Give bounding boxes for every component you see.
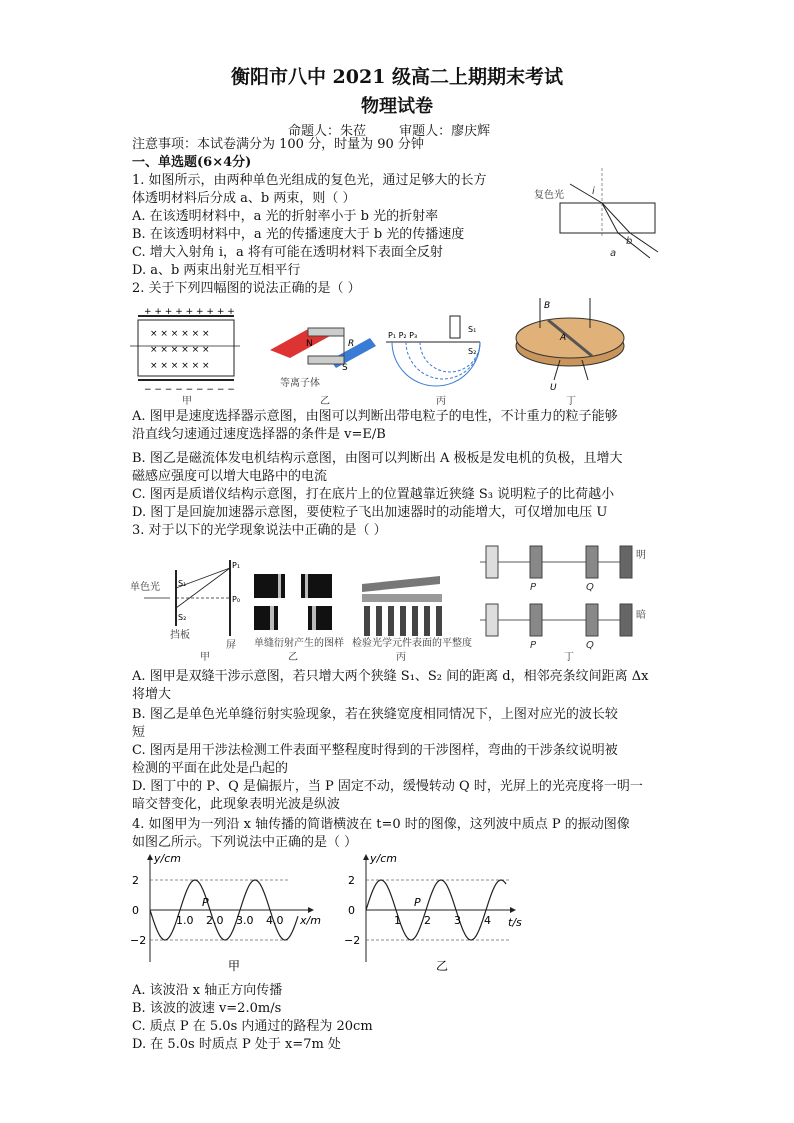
q4-ytick-0-jia: 0 bbox=[132, 904, 139, 917]
q4-xtick-4-jia: 4.0 bbox=[266, 914, 284, 927]
q2-cap-ding: 丁 bbox=[566, 396, 576, 406]
exam-title: 衡阳市八中 2021 级高二上期期末考试 bbox=[230, 66, 564, 88]
q1-fig-a: a bbox=[610, 248, 617, 259]
q1-fig-i: i bbox=[592, 186, 595, 197]
q1-option-c: C. 增大入射角 i，a 将有可能在透明材料下表面全反射 bbox=[132, 245, 443, 260]
q4-graphs bbox=[130, 852, 530, 974]
q4-cap-jia: 甲 bbox=[228, 959, 241, 973]
mass-spectrometer-figure bbox=[386, 316, 480, 386]
q3-mono-light: 单色光 bbox=[130, 582, 160, 593]
q4-stem-2: 如图乙所示。下列说法中正确的是（ ） bbox=[132, 835, 358, 850]
q3-bright: 明 bbox=[636, 550, 646, 561]
q3-option-a-2: 将增大 bbox=[132, 687, 172, 702]
svg-text:S₂: S₂ bbox=[468, 347, 477, 356]
cyclotron-figure bbox=[516, 298, 624, 393]
svg-text:× × × × × ×: × × × × × × bbox=[150, 329, 210, 339]
q3-option-b-2: 短 bbox=[132, 725, 146, 740]
q1-fig-label: 复色光 bbox=[534, 190, 564, 201]
q4-xlabel-jia: x/m bbox=[300, 914, 321, 927]
q3-cap-yi: 乙 bbox=[288, 652, 298, 663]
q4-xtick-1-jia: 1.0 bbox=[176, 914, 194, 927]
svg-text:P₀: P₀ bbox=[232, 595, 241, 604]
section-heading: 一、单选题(6×4分) bbox=[132, 155, 252, 170]
q3-cap-jia: 甲 bbox=[200, 652, 210, 663]
q2-stem: 2. 关于下列四幅图的说法正确的是（ ） bbox=[132, 281, 361, 296]
q3-option-b-1: B. 图乙是单色光单缝衍射实验现象，若在狭缝宽度相同情况下，上图对应光的波长较 bbox=[132, 707, 618, 722]
q3-cap-ding: 丁 bbox=[564, 652, 574, 663]
q2-cap-bing: 丙 bbox=[436, 396, 446, 406]
q1-option-a: A. 在该透明材料中，a 光的折射率小于 b 光的折射率 bbox=[132, 209, 439, 224]
svg-text:P₁ P₂ P₃: P₁ P₂ P₃ bbox=[388, 331, 418, 340]
vibration-graph-yi bbox=[344, 852, 522, 973]
svg-text:A: A bbox=[560, 333, 567, 343]
q2-option-b-2: 磁感应强度可以增大电路中的电流 bbox=[132, 469, 328, 484]
q4-ytick-2-jia: 2 bbox=[132, 874, 139, 887]
svg-text:× × × × × ×: × × × × × × bbox=[150, 345, 210, 355]
mhd-generator-figure bbox=[270, 328, 376, 373]
q3-p-top: P bbox=[530, 582, 537, 593]
q3-option-d-1: D. 图丁中的 P、Q 是偏振片，当 P 固定不动，缓慢转动 Q 时，光屏上的光亮度将一明一 bbox=[132, 779, 643, 794]
q4-cap-yi: 乙 bbox=[436, 959, 449, 973]
q4-xtick-1-yi: 1 bbox=[394, 914, 401, 927]
q4-xtick-3-jia: 3.0 bbox=[236, 914, 254, 927]
svg-text:S: S bbox=[342, 363, 348, 373]
single-slit-patterns bbox=[254, 574, 332, 630]
svg-text:N: N bbox=[306, 339, 313, 349]
q4-point-yi: P bbox=[414, 896, 421, 909]
q4-stem-1: 4. 如图甲为一列沿 x 轴传播的简谐横波在 t=0 时的图像，这列波中质点 P 的振动图像 bbox=[132, 817, 630, 832]
q4-xtick-2-jia: 2.0 bbox=[206, 914, 224, 927]
q3-q-top: Q bbox=[586, 582, 594, 593]
q3-option-a-1: A. 图甲是双缝干涉示意图，若只增大两个狭缝 S₁、S₂ 间的距离 d，相邻亮条纹间距离 Δx bbox=[132, 669, 649, 684]
q3-option-c-1: C. 图丙是用干涉法检测工件表面平整程度时得到的干涉图样，弯曲的干涉条纹说明被 bbox=[132, 743, 618, 758]
q4-xlabel-yi: t/s bbox=[508, 916, 522, 929]
q4-option-a: A. 该波沿 x 轴正方向传播 bbox=[132, 983, 283, 998]
q2-cap-jia: 甲 bbox=[182, 396, 192, 406]
svg-text:S₁: S₁ bbox=[178, 579, 187, 588]
q2-figures bbox=[130, 298, 670, 406]
q4-point-jia: P bbox=[202, 896, 209, 909]
q4-ytick-0-yi: 0 bbox=[348, 904, 355, 917]
q1-stem-1: 1. 如图所示，由两种单色光组成的复色光，通过足够大的长方 bbox=[132, 173, 487, 188]
svg-text:S₁: S₁ bbox=[468, 325, 477, 334]
q3-bing-note: 检验光学元件表面的平整度 bbox=[352, 638, 472, 649]
q4-ytick-2-yi: 2 bbox=[348, 874, 355, 887]
polarizer-figure bbox=[480, 546, 632, 636]
q4-option-d: D. 在 5.0s 时质点 P 处于 x=7m 处 bbox=[132, 1037, 341, 1052]
q4-xtick-4-yi: 4 bbox=[484, 914, 491, 927]
q4-ylabel-jia: y/cm bbox=[154, 852, 181, 865]
q1-figure bbox=[530, 168, 660, 268]
q3-cap-bing: 丙 bbox=[396, 652, 406, 663]
svg-text:− − − − − − − − −: − − − − − − − − − bbox=[144, 385, 235, 395]
q4-ytick-neg2-yi: −2 bbox=[344, 934, 361, 947]
q4-option-b: B. 该波的波速 v=2.0m/s bbox=[132, 1001, 282, 1016]
q2-option-c: C. 图丙是质谱仪结构示意图，打在底片上的位置越靠近狭缝 S₃ 说明粒子的比荷越小 bbox=[132, 487, 615, 502]
q4-xtick-3-yi: 3 bbox=[454, 914, 461, 927]
reviewer: 审题人：廖庆辉 bbox=[399, 124, 491, 139]
svg-text:+ + + + + + + + +: + + + + + + + + + bbox=[144, 307, 235, 317]
q3-dark: 暗 bbox=[636, 610, 646, 621]
q3-option-c-2: 检测的平面在此处是凸起的 bbox=[132, 761, 289, 776]
q3-baffle: 挡板 bbox=[170, 630, 190, 641]
q3-yi-note: 单缝衍射产生的图样 bbox=[254, 638, 344, 649]
q2-cap-yi: 乙 bbox=[320, 396, 330, 406]
q1-option-b: B. 在该透明材料中，a 光的传播速度大于 b 光的传播速度 bbox=[132, 227, 465, 242]
svg-text:× × × × × ×: × × × × × × bbox=[150, 361, 210, 371]
q1-stem-2: 体透明材料后分成 a、b 两束，则（ ） bbox=[132, 191, 356, 206]
q3-figures bbox=[130, 540, 670, 666]
svg-text:P₁: P₁ bbox=[232, 561, 241, 570]
q3-q-bottom: Q bbox=[586, 640, 594, 651]
author: 命题人：朱莅 bbox=[288, 124, 367, 139]
q3-p-bottom: P bbox=[530, 640, 537, 651]
svg-text:U: U bbox=[550, 383, 557, 393]
q4-ylabel-yi: y/cm bbox=[370, 852, 397, 865]
q2-option-b-1: B. 图乙是磁流体发电机结构示意图，由图可以判断出 A 极板是发电机的负极，且增大 bbox=[132, 451, 623, 466]
q3-stem: 3. 对于以下的光学现象说法中正确的是（ ） bbox=[132, 523, 387, 538]
q3-option-d-2: 暗交替变化，此现象表明光波是纵波 bbox=[132, 797, 341, 812]
exam-subtitle: 物理试卷 bbox=[361, 96, 433, 117]
q2-plasma: 等离子体 bbox=[280, 378, 320, 389]
q2-option-d: D. 图丁是回旋加速器示意图，要使粒子飞出加速器时的动能增大，可仅增加电压 U bbox=[132, 505, 608, 520]
double-slit-figure bbox=[144, 560, 240, 636]
q4-ytick-neg2-jia: −2 bbox=[130, 934, 147, 947]
velocity-selector-figure bbox=[130, 307, 240, 395]
svg-text:B: B bbox=[544, 301, 551, 311]
svg-text:S₂: S₂ bbox=[178, 613, 187, 622]
q2-option-a-1: A. 图甲是速度选择器示意图，由图可以判断出带电粒子的电性，不计重力的粒子能够 bbox=[132, 409, 618, 424]
q4-option-c: C. 质点 P 在 5.0s 内通过的路程为 20cm bbox=[132, 1019, 373, 1034]
flatness-test-figure bbox=[362, 576, 442, 636]
q1-fig-b: b bbox=[626, 236, 633, 247]
notice: 注意事项：本试卷满分为 100 分，时量为 90 分钟 bbox=[132, 137, 424, 152]
q3-screen: 屏 bbox=[226, 640, 236, 651]
q1-option-d: D. a、b 两束出射光互相平行 bbox=[132, 263, 301, 278]
q2-option-a-2: 沿直线匀速通过速度选择器的条件是 v=E/B bbox=[132, 427, 386, 442]
wave-graph-jia bbox=[130, 852, 321, 973]
q4-xtick-2-yi: 2 bbox=[424, 914, 431, 927]
svg-text:R: R bbox=[348, 339, 355, 349]
